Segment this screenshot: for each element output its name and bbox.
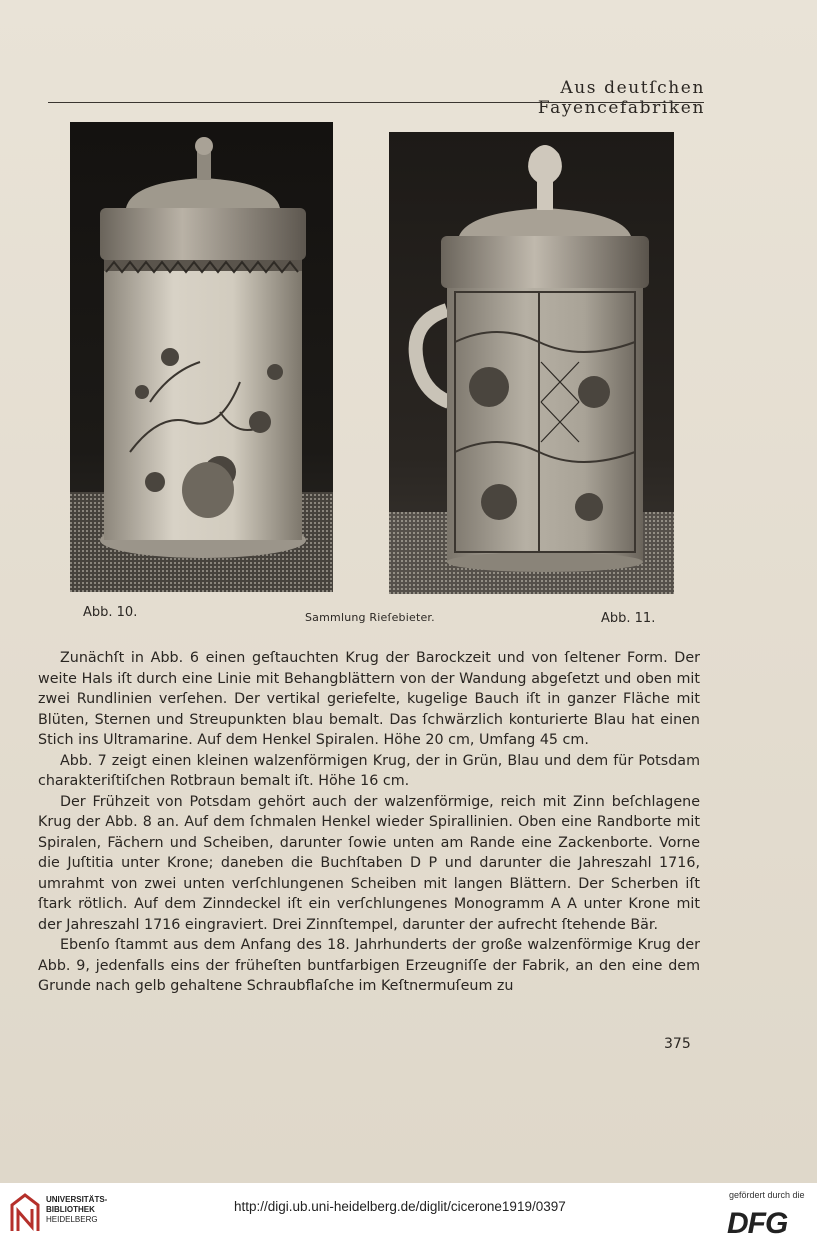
pewter-lid-right [441, 236, 649, 288]
bird-figure [182, 462, 234, 518]
paragraph-1: Zunächſt in Abb. 6 einen geſtauchten Krug der Barockzeit und von ſeltener Form. Der weite Hals iſt durch eine Linie mit Behangblättern von der Wandung abgeſetzt und oben mit zwei Rundlinien verſehen. Der vertikal geriefelte, kugelige Bauch iſt in ganzer Fläche mit Blüten, Sternen und Streupunkten blau bemalt. Das ſchwärzlich konturierte Blau hat einen Stich ins Ultramarine. Auf dem Henkel Spiralen. Höhe 20 cm, Umfang 45 cm. [38, 650, 700, 748]
header-rule [48, 102, 704, 103]
photo-tankard-right [389, 132, 674, 594]
permalink-url[interactable]: http://digi.ub.uni-heidelberg.de/diglit/cicerone1919/0397 [234, 1199, 566, 1214]
collection-credit: Sammlung Rieſebieter. [305, 611, 435, 624]
tankard-foot [447, 552, 643, 572]
library-name-line-3: HEIDELBERG [46, 1215, 98, 1224]
photo-tankard-left [70, 122, 333, 592]
library-name-line-2: BIBLIOTHEK [46, 1205, 95, 1214]
page-number: 375 [664, 1036, 691, 1052]
pewter-lid-dome [126, 178, 280, 208]
pewter-lid-rim [100, 208, 306, 260]
paragraph-4: Ebenſo ſtammt aus dem Anfang des 18. Jahrhunderts der große walzenförmige Krug der Abb. 9, jedenfalls eins der früheſten buntfarbigen Erzeugniſſe der Fabrik, an den eine dem Grunde nach gelb gehaltene Schraubflaſche im Keſtnermuſeum zu [38, 937, 700, 994]
tankard-right-illustration [389, 132, 674, 594]
lid-finial-stem [197, 152, 211, 180]
figure-label-left: Abb. 10. [83, 605, 138, 620]
paragraph-3: Der Frühzeit von Potsdam gehört auch der walzenförmige, reich mit Zinn beſchlagene Krug der Abb. 8 an. Auf dem ſchmalen Henkel wieder Spirallinien. Oben eine Randborte mit Spiralen, Fächern und Scheiben, darunter ſowie unten am Rande eine Zackenborte. Vorne die Juſtitia unter Krone; daneben die Buchſtaben D P und darunter die Jahreszahl 1716, umrahmt von zwei unten verſchlungenen Scheiben mit langen Blättern. Der Scherben iſt ſtark rötlich. Auf dem Zinndeckel iſt ein verſchlungenes Monogramm A A unter Krone mit der Jahreszahl 1716 eingraviert. Drei Zinnſtempel, darunter der aufrecht ſtehende Bär. [38, 793, 700, 933]
digitization-footer [0, 1183, 817, 1243]
library-name-line-1: UNIVERSITÄTS- [46, 1195, 108, 1204]
university-library-logo-icon [8, 1191, 42, 1235]
paragraph-2: Abb. 7 zeigt einen kleinen walzenförmigen Krug, der in Grün, Blau und dem für Potsdam charakteriſtiſchen Rotbraun bemalt iſt. Höhe 16 cm. [38, 752, 700, 789]
figure-label-right: Abb. 11. [601, 611, 656, 626]
tankard-handle [416, 310, 449, 402]
lid-dome-right [459, 208, 631, 236]
running-title: Aus deutſchen Fayencefabriken [537, 78, 705, 118]
tankard-left-illustration [70, 122, 333, 592]
funding-note: gefördert durch die [729, 1190, 805, 1200]
body-text [38, 648, 700, 997]
library-name [46, 1195, 107, 1225]
dfg-logo: DFG [727, 1207, 788, 1240]
lid-finial-knob [195, 137, 213, 155]
lid-finial-right [528, 145, 562, 210]
tankard-body-right [447, 282, 643, 562]
